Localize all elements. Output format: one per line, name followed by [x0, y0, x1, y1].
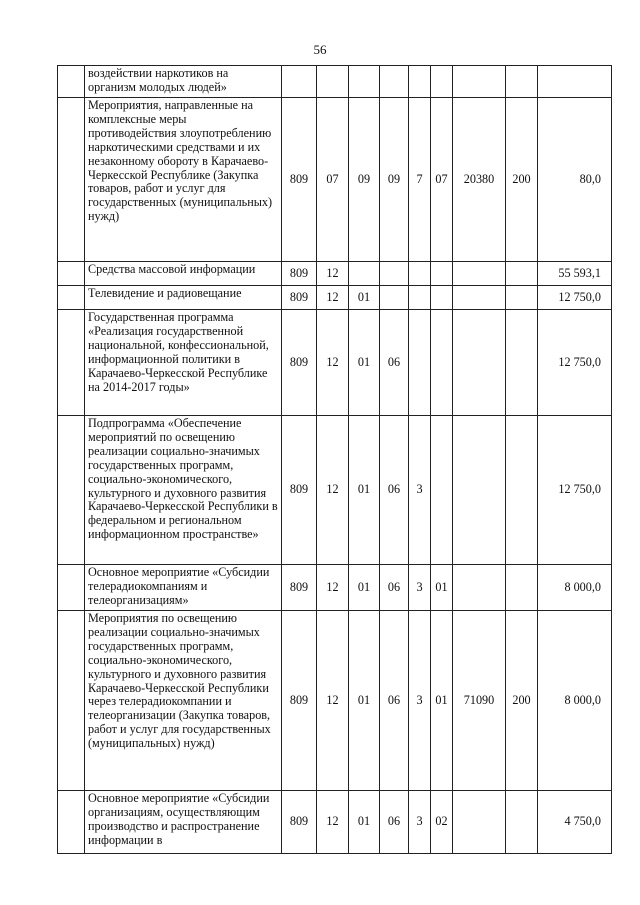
cell-cs3: 01: [431, 611, 453, 791]
cell-pr: 09: [349, 98, 380, 262]
table-row: [58, 310, 612, 416]
cell-sum: [538, 66, 612, 98]
cell-cs4: [453, 286, 506, 310]
cell-cs4: [453, 791, 506, 854]
table-row: [58, 98, 612, 262]
cell-cs4: [453, 262, 506, 286]
cell-pr: 01: [349, 791, 380, 854]
cell-sum: 80,0: [538, 98, 612, 262]
cell-rz: 12: [317, 416, 349, 565]
cell-cs2: [409, 66, 431, 98]
cell-gr: 809: [282, 611, 317, 791]
cell-sum: 12 750,0: [538, 310, 612, 416]
cell-cs4: 71090: [453, 611, 506, 791]
cell-rz: [317, 66, 349, 98]
row-name: Подпрограмма «Обеспечение мероприятий по освещению реализации социально-значимых государственных программ, социально-экономического, культурного и духовного развития Карачаево-Черкесской Республики в федеральном и региональном информационном пространстве»: [85, 416, 282, 565]
cell-vr: [506, 791, 538, 854]
blank-cell: [58, 286, 85, 310]
cell-pr: 01: [349, 611, 380, 791]
cell-pr: 01: [349, 416, 380, 565]
cell-cs2: 7: [409, 98, 431, 262]
table-body: [58, 66, 612, 854]
row-name: Мероприятия по освещению реализации социально-значимых государственных программ, социально-экономического, культурного и духовного развития Карачаево-Черкесской Республики через телерадиокомпании и телеорганизации (Закупка товаров, работ и услуг для государственных (муниципальных) нужд): [85, 611, 282, 791]
blank-cell: [58, 611, 85, 791]
cell-gr: 809: [282, 286, 317, 310]
cell-gr: [282, 66, 317, 98]
cell-cs3: [431, 66, 453, 98]
blank-cell: [58, 565, 85, 611]
row-name: Основное мероприятие «Субсидии организациям, осуществляющим производство и распространение информации в: [85, 791, 282, 854]
cell-vr: [506, 286, 538, 310]
cell-vr: 200: [506, 98, 538, 262]
cell-cs1: 06: [380, 565, 409, 611]
table-row: [58, 262, 612, 286]
row-name: Основное мероприятие «Субсидии телерадиокомпаниям и телеорганизациям»: [85, 565, 282, 611]
cell-cs4: [453, 310, 506, 416]
row-name: Средства массовой информации: [85, 262, 282, 286]
cell-rz: 12: [317, 286, 349, 310]
cell-cs3: [431, 416, 453, 565]
cell-cs2: 3: [409, 611, 431, 791]
cell-cs2: 3: [409, 791, 431, 854]
blank-cell: [58, 98, 85, 262]
cell-cs3: [431, 310, 453, 416]
cell-pr: [349, 262, 380, 286]
cell-rz: 12: [317, 791, 349, 854]
blank-cell: [58, 262, 85, 286]
cell-sum: 8 000,0: [538, 611, 612, 791]
row-name: Телевидение и радиовещание: [85, 286, 282, 310]
cell-rz: 12: [317, 611, 349, 791]
cell-gr: 809: [282, 565, 317, 611]
cell-cs4: [453, 66, 506, 98]
cell-rz: 12: [317, 262, 349, 286]
table-row: [58, 611, 612, 791]
cell-cs3: 07: [431, 98, 453, 262]
cell-cs3: 02: [431, 791, 453, 854]
budget-table: [57, 65, 612, 854]
cell-rz: 12: [317, 565, 349, 611]
blank-cell: [58, 310, 85, 416]
blank-cell: [58, 791, 85, 854]
cell-pr: 01: [349, 286, 380, 310]
cell-cs3: [431, 262, 453, 286]
cell-cs1: 09: [380, 98, 409, 262]
cell-sum: 12 750,0: [538, 286, 612, 310]
row-name: Мероприятия, направленные на комплексные меры противодействия злоупотреблению наркотическими средствами и их незаконному обороту в Карачаево-Черкесской Республике (Закупка товаров, работ и услуг для государственных (муниципальных) нужд): [85, 98, 282, 262]
cell-cs1: 06: [380, 310, 409, 416]
cell-cs2: [409, 262, 431, 286]
cell-cs2: [409, 310, 431, 416]
row-name: Государственная программа «Реализация государственной национальной, конфессиональной, информационной политики в Карачаево-Черкесской Республике на 2014-2017 годы»: [85, 310, 282, 416]
cell-vr: [506, 66, 538, 98]
cell-pr: [349, 66, 380, 98]
cell-sum: 8 000,0: [538, 565, 612, 611]
cell-vr: [506, 416, 538, 565]
cell-cs2: 3: [409, 416, 431, 565]
cell-cs1: 06: [380, 791, 409, 854]
cell-cs2: 3: [409, 565, 431, 611]
cell-gr: 809: [282, 416, 317, 565]
cell-cs4: 20380: [453, 98, 506, 262]
cell-vr: [506, 262, 538, 286]
table-row: [58, 565, 612, 611]
cell-cs1: [380, 262, 409, 286]
blank-cell: [58, 416, 85, 565]
cell-cs1: 06: [380, 416, 409, 565]
cell-sum: 55 593,1: [538, 262, 612, 286]
cell-cs1: [380, 286, 409, 310]
cell-pr: 01: [349, 310, 380, 416]
cell-gr: 809: [282, 791, 317, 854]
cell-pr: 01: [349, 565, 380, 611]
cell-gr: 809: [282, 262, 317, 286]
table-row: [58, 66, 612, 98]
cell-vr: [506, 310, 538, 416]
cell-cs1: [380, 66, 409, 98]
cell-vr: [506, 565, 538, 611]
cell-sum: 4 750,0: [538, 791, 612, 854]
table-row: [58, 791, 612, 854]
table-row: [58, 416, 612, 565]
cell-cs2: [409, 286, 431, 310]
cell-gr: 809: [282, 310, 317, 416]
row-name: воздействии наркотиков на организм молодых людей»: [85, 66, 282, 98]
cell-cs4: [453, 416, 506, 565]
blank-cell: [58, 66, 85, 98]
cell-cs3: 01: [431, 565, 453, 611]
cell-cs1: 06: [380, 611, 409, 791]
cell-gr: 809: [282, 98, 317, 262]
cell-vr: 200: [506, 611, 538, 791]
cell-rz: 12: [317, 310, 349, 416]
cell-cs3: [431, 286, 453, 310]
page-number: 56: [313, 42, 327, 57]
cell-sum: 12 750,0: [538, 416, 612, 565]
table-row: [58, 286, 612, 310]
cell-cs4: [453, 565, 506, 611]
cell-rz: 07: [317, 98, 349, 262]
